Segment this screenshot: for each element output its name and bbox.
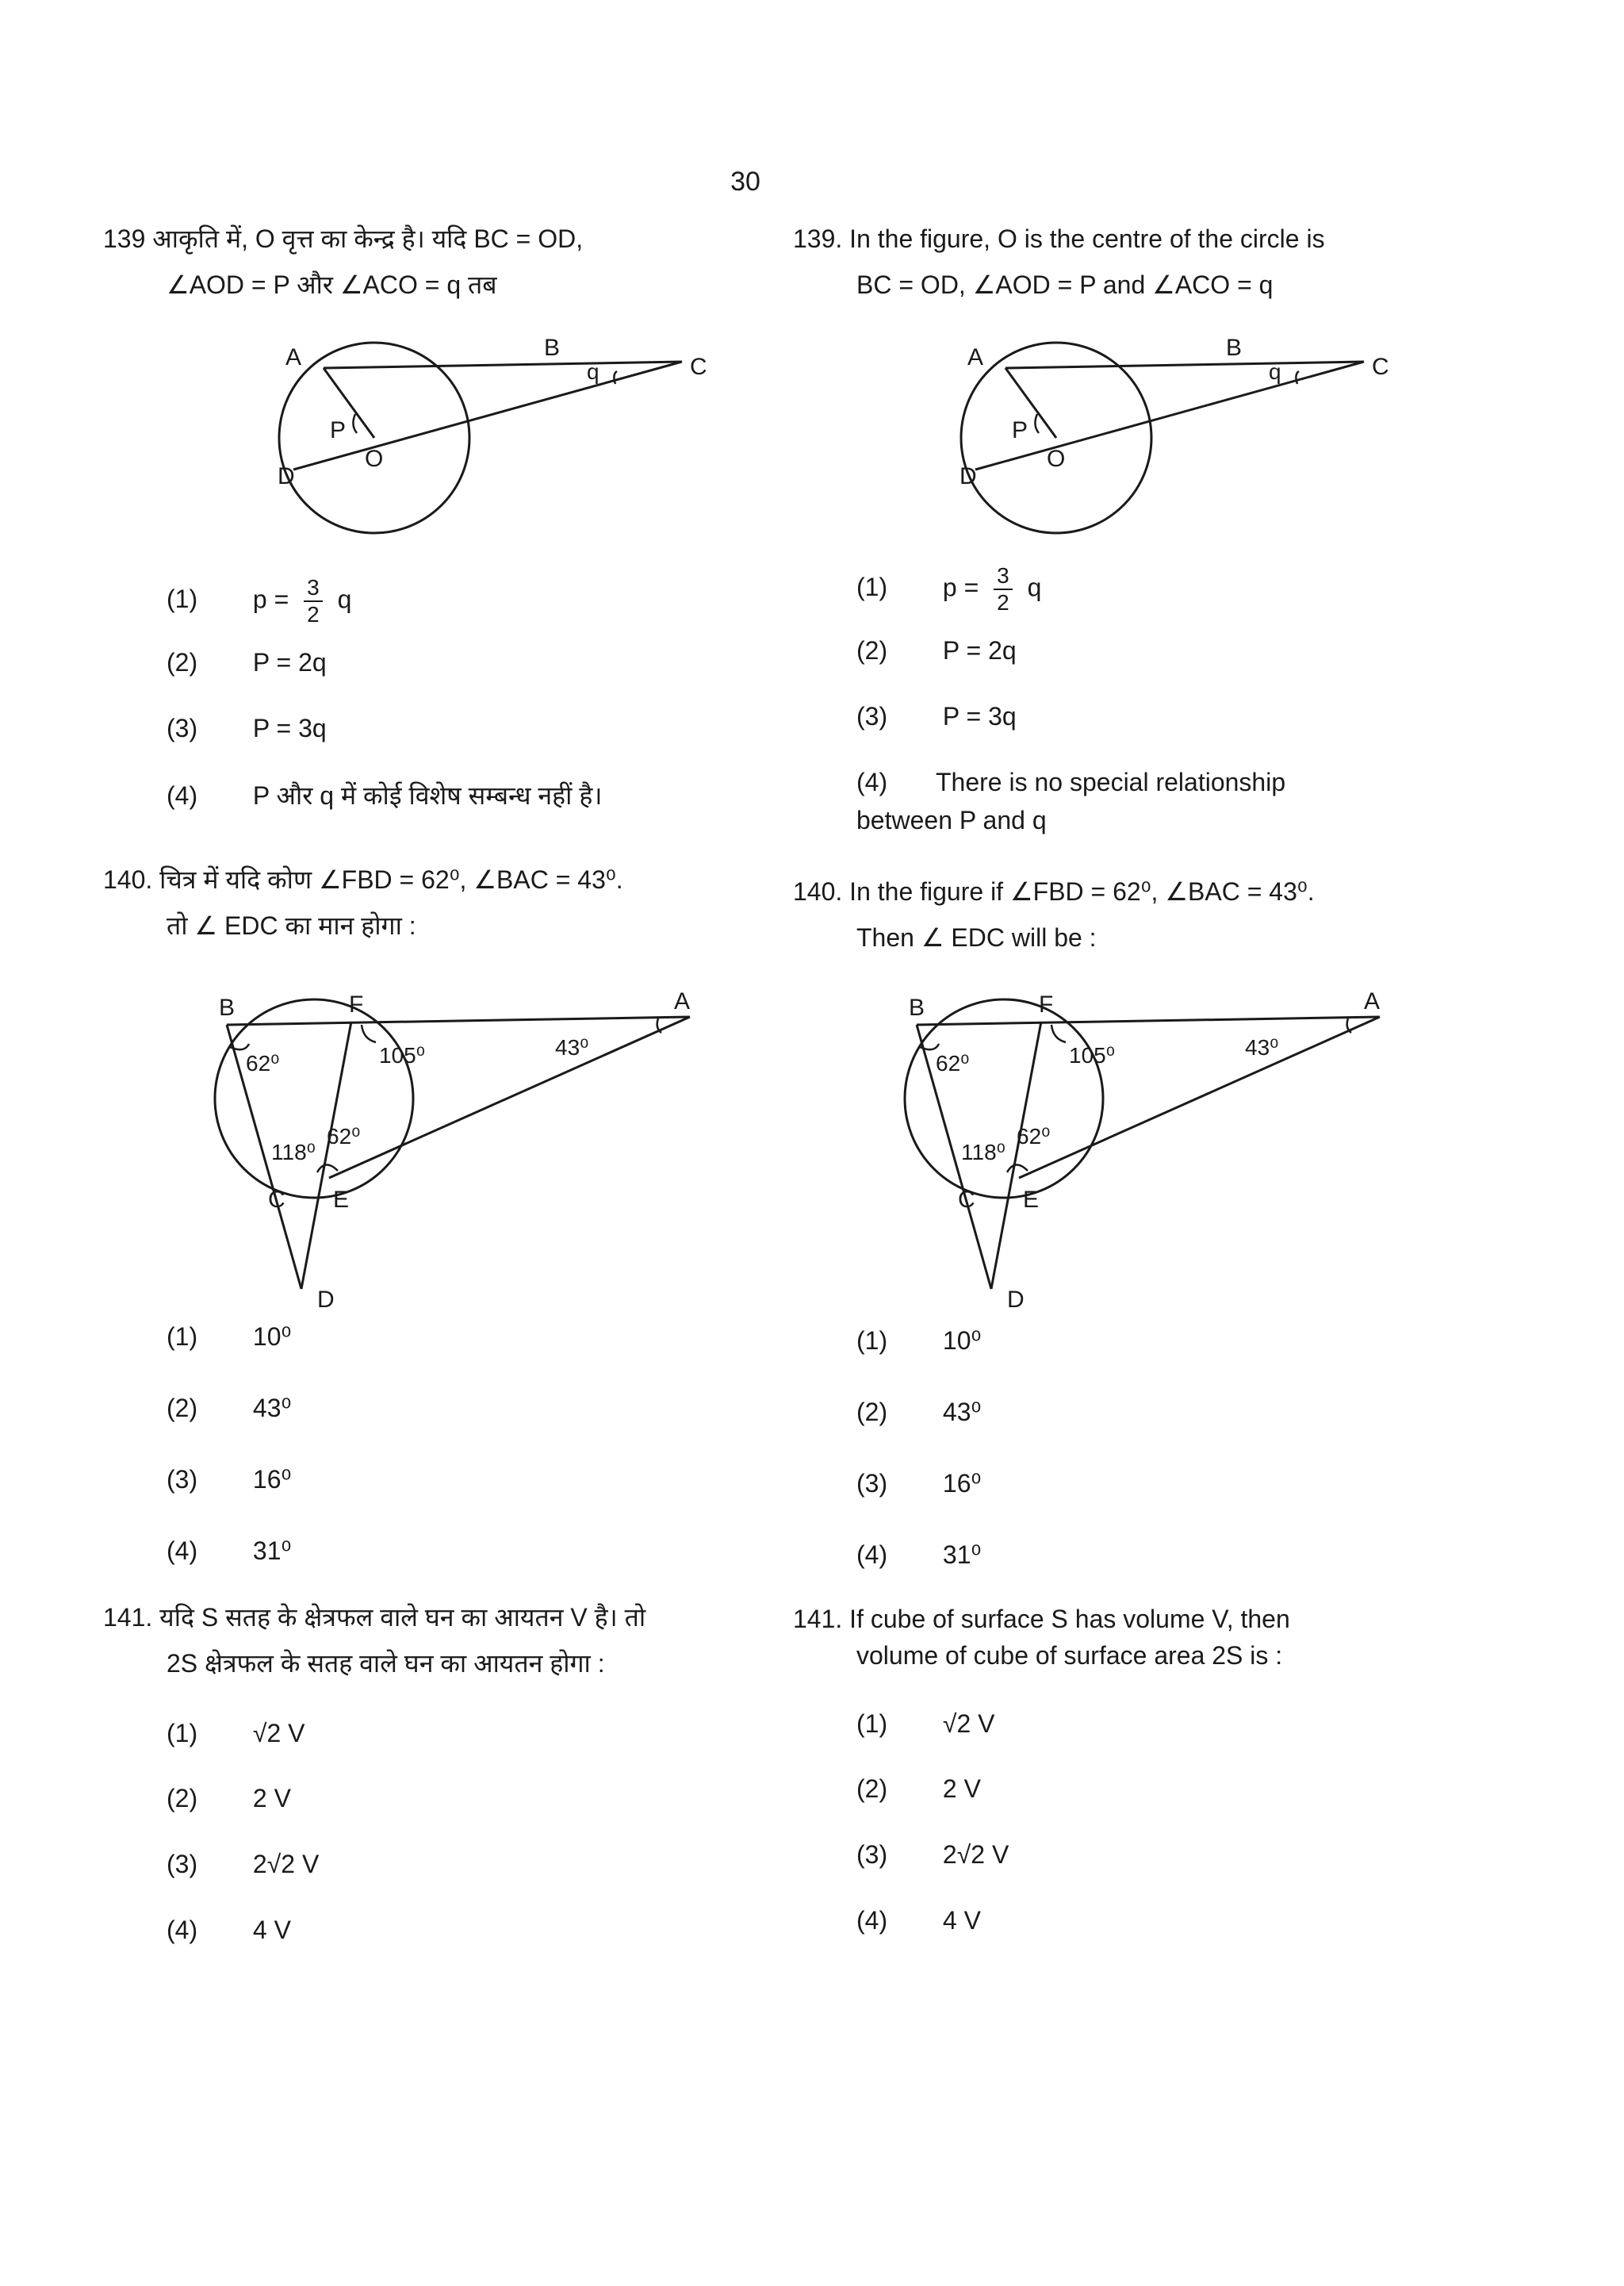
q139-opt2-text: P = 2q bbox=[942, 636, 1017, 665]
q141-option-2 bbox=[167, 1778, 291, 1818]
fig140-label-f: F bbox=[1039, 991, 1054, 1018]
left-column bbox=[103, 0, 753, 2286]
fig140-angle-e2: 62⁰ bbox=[327, 1124, 361, 1149]
q141-line2: volume of cube of surface area 2S is : bbox=[856, 1641, 1283, 1670]
q139-option-2 bbox=[856, 631, 1017, 670]
fig140-label-f: F bbox=[349, 991, 364, 1018]
q141-opt2-num: (2) bbox=[856, 1774, 888, 1803]
fig140-angle-e1: 118⁰ bbox=[271, 1140, 316, 1164]
fig140-label-c: C bbox=[268, 1187, 285, 1213]
fig140-angle-f: 105⁰ bbox=[379, 1043, 425, 1068]
q139-option-2 bbox=[167, 642, 327, 682]
q140-opt3-num: (3) bbox=[856, 1469, 888, 1498]
question-141-english bbox=[793, 1601, 1396, 1674]
q141-option-4 bbox=[167, 1910, 291, 1950]
q141-line2: 2S क्षेत्रफल के सतह वाले घन का आयतन होगा : bbox=[167, 1649, 605, 1678]
q141-option-3 bbox=[167, 1844, 319, 1884]
q140-option-1 bbox=[167, 1317, 291, 1356]
q139-opt3-num: (3) bbox=[856, 702, 888, 731]
fraction-numerator: 3 bbox=[994, 563, 1013, 590]
q140-option-2 bbox=[167, 1388, 291, 1428]
q141-opt2-value: 2 V bbox=[252, 1784, 291, 1812]
q140-opt2-num: (2) bbox=[167, 1394, 198, 1422]
q141-opt3-value: 2√2 V bbox=[942, 1840, 1009, 1869]
fraction-numerator: 3 bbox=[304, 575, 323, 602]
q141-opt3-num: (3) bbox=[856, 1840, 888, 1869]
q141-option-1 bbox=[167, 1713, 304, 1753]
fig140-label-e: E bbox=[1023, 1187, 1040, 1213]
q139-option-1 bbox=[856, 563, 1042, 615]
fig139-label-b: B bbox=[544, 335, 561, 361]
fig140-angle-b: 62⁰ bbox=[246, 1051, 280, 1076]
right-column bbox=[793, 0, 1443, 2286]
q140-option-4 bbox=[167, 1531, 291, 1571]
q141-option-3 bbox=[856, 1835, 1009, 1874]
q140-opt3-value: 16⁰ bbox=[252, 1465, 292, 1494]
fig139-label-c: C bbox=[690, 354, 707, 380]
q141-option-2 bbox=[856, 1769, 981, 1808]
q139-opt1-rhs: q bbox=[337, 585, 352, 614]
fig140-angle-e1: 118⁰ bbox=[961, 1140, 1005, 1164]
q141-opt2-num: (2) bbox=[167, 1784, 198, 1812]
q140-option-3 bbox=[856, 1463, 981, 1503]
q140-opt1-value: 10⁰ bbox=[942, 1326, 982, 1355]
fig139-label-o: O bbox=[1047, 446, 1066, 472]
q140-opt1-num: (1) bbox=[167, 1322, 198, 1351]
q140-line2: Then ∠ EDC will be : bbox=[856, 923, 1097, 952]
fig139-label-d: D bbox=[278, 463, 295, 489]
q139-option-1 bbox=[167, 575, 352, 627]
q141-opt4-num: (4) bbox=[167, 1916, 198, 1944]
q139-opt1-rhs: q bbox=[1027, 573, 1042, 602]
q141-opt1-num: (1) bbox=[856, 1709, 888, 1738]
q141-option-1 bbox=[856, 1704, 994, 1743]
fig140-label-a: A bbox=[674, 988, 691, 1015]
q139-opt2-num: (2) bbox=[167, 648, 198, 677]
q139-line1: 139 आकृति में, O वृत्त का केन्द्र है। यदि BC = OD, bbox=[103, 224, 584, 253]
fig140-angle-f: 105⁰ bbox=[1069, 1043, 1115, 1068]
fig140-label-c: C bbox=[958, 1187, 975, 1213]
q140-line1: 140. In the figure if ∠FBD = 62⁰, ∠BAC = 43⁰. bbox=[793, 877, 1315, 906]
figure-140-left bbox=[182, 984, 722, 1317]
question-140-hindi bbox=[103, 857, 706, 949]
figure-140-right bbox=[872, 984, 1411, 1317]
q140-opt3-value: 16⁰ bbox=[942, 1469, 982, 1498]
fraction-denominator: 2 bbox=[997, 590, 1009, 615]
question-140-english bbox=[793, 869, 1396, 961]
q139-opt1-lhs: p = bbox=[252, 585, 289, 614]
q140-opt2-num: (2) bbox=[856, 1398, 888, 1426]
q141-opt4-num: (4) bbox=[856, 1906, 888, 1935]
fig139-label-c: C bbox=[1372, 354, 1389, 380]
q140-line2: तो ∠ EDC का मान होगा : bbox=[167, 911, 416, 940]
q140-option-1 bbox=[856, 1321, 981, 1360]
q140-opt4-num: (4) bbox=[856, 1540, 888, 1569]
fraction-denominator: 2 bbox=[307, 602, 320, 627]
q139-opt1-num: (1) bbox=[167, 585, 198, 614]
fraction bbox=[994, 563, 1013, 616]
q140-opt3-num: (3) bbox=[167, 1465, 198, 1494]
fig140-label-a: A bbox=[1364, 988, 1381, 1015]
q140-opt1-value: 10⁰ bbox=[252, 1322, 292, 1351]
q140-line1: 140. चित्र में यदि कोण ∠FBD = 62⁰, ∠BAC = 43⁰. bbox=[103, 865, 623, 894]
fig139-label-p: P bbox=[330, 417, 347, 443]
page-number: 30 bbox=[730, 167, 760, 197]
q139-option-4 bbox=[167, 776, 602, 815]
q139-opt2-num: (2) bbox=[856, 636, 888, 665]
q139-opt3-num: (3) bbox=[167, 714, 198, 742]
q141-opt3-value: 2√2 V bbox=[252, 1850, 320, 1878]
q140-option-2 bbox=[856, 1392, 981, 1432]
q140-opt4-num: (4) bbox=[167, 1536, 198, 1565]
fig140-label-b: B bbox=[909, 995, 925, 1021]
q140-option-3 bbox=[167, 1459, 291, 1499]
q141-opt3-num: (3) bbox=[167, 1850, 198, 1878]
question-139-english bbox=[793, 216, 1396, 308]
q139-opt4-num: (4) bbox=[856, 768, 888, 796]
question-141-hindi bbox=[103, 1594, 706, 1686]
q141-line1: 141. यदि S सतह के क्षेत्रफल वाले घन का आयतन V है। तो bbox=[103, 1603, 646, 1632]
q141-opt2-value: 2 V bbox=[942, 1774, 981, 1803]
q141-opt4-value: 4 V bbox=[942, 1906, 981, 1935]
q140-opt4-value: 31⁰ bbox=[252, 1536, 292, 1565]
q139-opt3-text: P = 3q bbox=[942, 702, 1017, 731]
q140-opt4-value: 31⁰ bbox=[942, 1540, 982, 1569]
q141-option-4 bbox=[856, 1901, 981, 1940]
q140-opt2-value: 43⁰ bbox=[252, 1394, 292, 1422]
q139-opt4-text: There is no special relationship between P and q bbox=[856, 768, 1286, 834]
fig139-label-q: q bbox=[1269, 359, 1281, 384]
fig140-label-d: D bbox=[1007, 1287, 1025, 1313]
q140-opt2-value: 43⁰ bbox=[942, 1398, 982, 1426]
fig139-label-a: A bbox=[285, 344, 302, 370]
fig140-angle-e2: 62⁰ bbox=[1017, 1124, 1051, 1149]
fig140-angle-b: 62⁰ bbox=[936, 1051, 970, 1076]
fig139-label-b: B bbox=[1226, 335, 1243, 361]
q139-opt1-lhs: p = bbox=[942, 573, 979, 602]
q141-opt1-num: (1) bbox=[167, 1719, 198, 1747]
q141-opt1-value: √2 V bbox=[252, 1719, 305, 1747]
fraction bbox=[304, 575, 323, 627]
fig140-label-b: B bbox=[219, 995, 236, 1021]
q141-opt4-value: 4 V bbox=[252, 1916, 291, 1944]
q139-option-3 bbox=[167, 708, 327, 748]
figure-139-right bbox=[944, 333, 1419, 539]
q139-line1: 139. In the figure, O is the centre of the circle is bbox=[793, 224, 1325, 253]
fig140-angle-a: 43⁰ bbox=[555, 1035, 589, 1060]
q139-option-3 bbox=[856, 696, 1017, 736]
fig140-label-d: D bbox=[317, 1287, 335, 1313]
fig140-angle-a: 43⁰ bbox=[1245, 1035, 1279, 1060]
q140-opt1-num: (1) bbox=[856, 1326, 888, 1355]
fig140-label-e: E bbox=[333, 1187, 350, 1213]
q141-line1: 141. If cube of surface S has volume V, then bbox=[793, 1605, 1290, 1633]
q139-option-4 bbox=[856, 763, 1380, 839]
q139-opt1-num: (1) bbox=[856, 573, 888, 602]
q139-opt2-text: P = 2q bbox=[252, 648, 327, 677]
q140-option-4 bbox=[856, 1535, 981, 1575]
fig139-label-o: O bbox=[365, 446, 384, 472]
fig139-label-a: A bbox=[967, 344, 984, 370]
q139-opt3-text: P = 3q bbox=[252, 714, 327, 742]
q139-opt4-num: (4) bbox=[167, 781, 198, 810]
question-139-hindi bbox=[103, 216, 706, 308]
q139-opt4-text: P और q में कोई विशेष सम्बन्ध नहीं है। bbox=[252, 781, 603, 810]
figure-139-left bbox=[262, 333, 737, 539]
fig139-label-q: q bbox=[587, 359, 599, 384]
fig139-label-d: D bbox=[959, 463, 977, 489]
q139-line2: ∠AOD = P और ∠ACO = q तब bbox=[167, 270, 497, 299]
q141-opt1-value: √2 V bbox=[942, 1709, 995, 1738]
fig139-label-p: P bbox=[1012, 417, 1028, 443]
q139-line2: BC = OD, ∠AOD = P and ∠ACO = q bbox=[856, 270, 1274, 299]
